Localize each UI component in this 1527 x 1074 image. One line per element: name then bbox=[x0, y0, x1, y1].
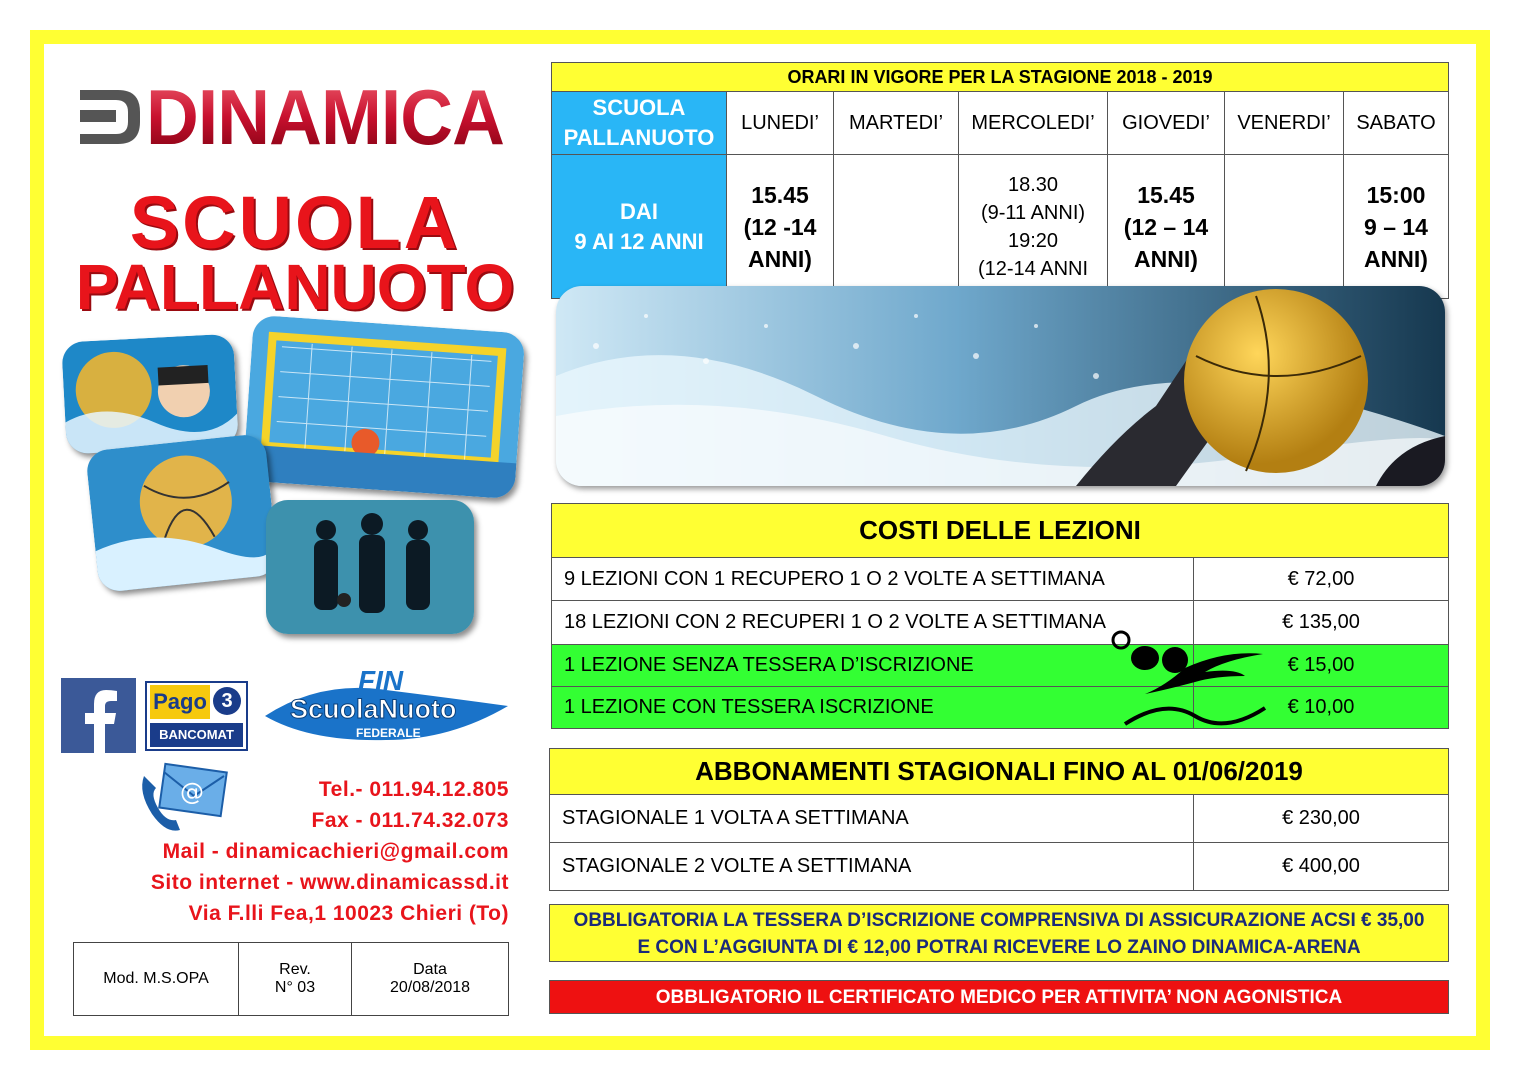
lesson-costs-table bbox=[551, 503, 1449, 729]
monday-time: 15.45 bbox=[751, 181, 809, 208]
photo-player-splash bbox=[61, 334, 239, 455]
wednesday-age1: (9-11 ANNI) bbox=[980, 201, 1086, 224]
course-name-line1: SCUOLA bbox=[592, 95, 686, 120]
doc-date-cell bbox=[352, 943, 509, 1016]
photo-ball bbox=[85, 433, 279, 593]
monday-age1: (12 -14 bbox=[743, 213, 817, 240]
doc-rev-cell bbox=[239, 943, 352, 1016]
subscription-row-label: STAGIONALE 2 VOLTE A SETTIMANA bbox=[550, 843, 1194, 891]
doc-mod: Mod. M.S.OPA bbox=[103, 970, 209, 987]
contact-tel[interactable]: Tel.- 011.94.12.805 bbox=[318, 778, 509, 801]
photo-team bbox=[266, 500, 474, 634]
scuolanuoto-label: ScuolaNuoto bbox=[290, 694, 457, 724]
bancomat-number-icon: 3 bbox=[213, 687, 241, 715]
saturday-time: 15:00 bbox=[1366, 181, 1426, 208]
saturday-age2: ANNI) bbox=[1364, 245, 1428, 272]
contact-mail[interactable]: Mail - dinamicachieri@gmail.com bbox=[162, 840, 509, 863]
day-monday: LUNEDI’ bbox=[727, 92, 834, 155]
contact-address: Via F.lli Fea,1 10023 Chieri (To) bbox=[188, 902, 509, 925]
wednesday-time1: 18.30 bbox=[1007, 173, 1059, 196]
logo-text: DINAMICA bbox=[146, 84, 504, 150]
thursday-time: 15.45 bbox=[1137, 181, 1195, 208]
cost-row-price: € 72,00 bbox=[1194, 558, 1449, 601]
wednesday-age2: (12-14 ANNI bbox=[977, 257, 1089, 280]
course-name-line2: PALLANUOTO bbox=[563, 125, 715, 150]
saturday-slot bbox=[1344, 155, 1449, 299]
cost-row-label: 1 LEZIONE SENZA TESSERA D’ISCRIZIONE bbox=[552, 645, 1194, 687]
federale-label: FEDERALE bbox=[356, 726, 421, 740]
cost-row bbox=[552, 601, 1449, 645]
tuesday-slot bbox=[834, 155, 959, 299]
membership-notice-line2: E CON L’AGGIUNTA DI € 12,00 POTRAI RICEVERE LO ZAINO DINAMICA-ARENA bbox=[637, 937, 1361, 958]
doc-date-value: 20/08/2018 bbox=[389, 979, 471, 996]
cost-row-label: 9 LEZIONI CON 1 RECUPERO 1 O 2 VOLTE A SETTIMANA bbox=[552, 558, 1194, 601]
thursday-age1: (12 – 14 bbox=[1123, 213, 1209, 240]
doc-rev-value: N° 03 bbox=[274, 979, 316, 996]
waterpolo-banner-image bbox=[556, 286, 1445, 486]
age-line2: 9 AI 12 ANNI bbox=[574, 228, 704, 254]
membership-notice-line1: OBBLIGATORIA LA TESSERA D’ISCRIZIONE COMPRENSIVA DI ASSICURAZIONE ACSI € 35,00 bbox=[573, 910, 1425, 931]
hero-title-line1: SCUOLA bbox=[129, 181, 461, 264]
saturday-age1: 9 – 14 bbox=[1364, 213, 1428, 240]
thursday-age2: ANNI) bbox=[1134, 245, 1198, 272]
fin-scuolanuoto-logo bbox=[260, 660, 512, 746]
contact-fax[interactable]: Fax - 011.74.32.073 bbox=[311, 809, 509, 832]
svg-text:@: @ bbox=[180, 778, 204, 806]
pagobancomat-logo bbox=[145, 681, 248, 751]
friday-slot bbox=[1225, 155, 1344, 299]
pago-label: Pago bbox=[150, 685, 210, 719]
costs-title: COSTI DELLE LEZIONI bbox=[552, 504, 1449, 558]
contact-website[interactable]: Sito internet - www.dinamicassd.it bbox=[150, 871, 509, 894]
day-wednesday: MERCOLEDI’ bbox=[959, 92, 1108, 155]
cost-row-label: 18 LEZIONI CON 2 RECUPERI 1 O 2 VOLTE A SETTIMANA bbox=[552, 601, 1194, 645]
course-name-cell bbox=[552, 92, 727, 155]
photo-goal bbox=[243, 315, 526, 500]
subscriptions-title: ABBONAMENTI STAGIONALI FINO AL 01/06/2019 bbox=[550, 749, 1449, 795]
cost-row-label: 1 LEZIONE CON TESSERA ISCRIZIONE bbox=[552, 687, 1194, 729]
day-saturday: SABATO bbox=[1344, 92, 1449, 155]
doc-rev-label: Rev. bbox=[279, 961, 311, 978]
monday-age2: ANNI) bbox=[748, 245, 812, 272]
thursday-slot bbox=[1108, 155, 1225, 299]
cost-row-price: € 135,00 bbox=[1194, 601, 1449, 645]
fin-label: FIN bbox=[358, 665, 404, 696]
hero-title-line2: PALLANUOTO bbox=[75, 251, 515, 323]
dinamica-logo bbox=[78, 84, 508, 150]
subscription-row bbox=[550, 843, 1449, 891]
bancomat-label: BANCOMAT bbox=[150, 723, 243, 747]
document-info-table bbox=[73, 942, 509, 1016]
subscription-row bbox=[550, 795, 1449, 843]
subscription-row-price: € 400,00 bbox=[1194, 843, 1449, 891]
season-subscriptions-table bbox=[549, 748, 1449, 891]
day-tuesday: MARTEDI’ bbox=[834, 92, 959, 155]
age-line1: DAI bbox=[620, 198, 658, 224]
doc-date-label: Data bbox=[413, 961, 447, 978]
cost-row bbox=[552, 558, 1449, 601]
subscription-row-label: STAGIONALE 1 VOLTA A SETTIMANA bbox=[550, 795, 1194, 843]
phone-email-icon bbox=[136, 762, 228, 838]
age-range-cell bbox=[552, 155, 727, 299]
monday-slot bbox=[727, 155, 834, 299]
wednesday-time2: 19:20 bbox=[1007, 229, 1059, 252]
schedule-header: ORARI IN VIGORE PER LA STAGIONE 2018 - 2019 bbox=[552, 63, 1449, 92]
cost-row-price: € 10,00 bbox=[1194, 687, 1449, 729]
doc-mod-cell bbox=[74, 943, 239, 1016]
membership-notice bbox=[549, 904, 1449, 962]
wednesday-slot bbox=[959, 155, 1108, 299]
facebook-icon[interactable] bbox=[61, 678, 136, 753]
schedule-table bbox=[551, 62, 1449, 299]
medical-certificate-notice: OBBLIGATORIO IL CERTIFICATO MEDICO PER ATTIVITA’ NON AGONISTICA bbox=[549, 980, 1449, 1014]
cost-row-price: € 15,00 bbox=[1194, 645, 1449, 687]
cost-row bbox=[552, 645, 1449, 687]
day-friday: VENERDI’ bbox=[1225, 92, 1344, 155]
subscription-row-price: € 230,00 bbox=[1194, 795, 1449, 843]
day-thursday: GIOVEDI’ bbox=[1108, 92, 1225, 155]
cost-row bbox=[552, 687, 1449, 729]
